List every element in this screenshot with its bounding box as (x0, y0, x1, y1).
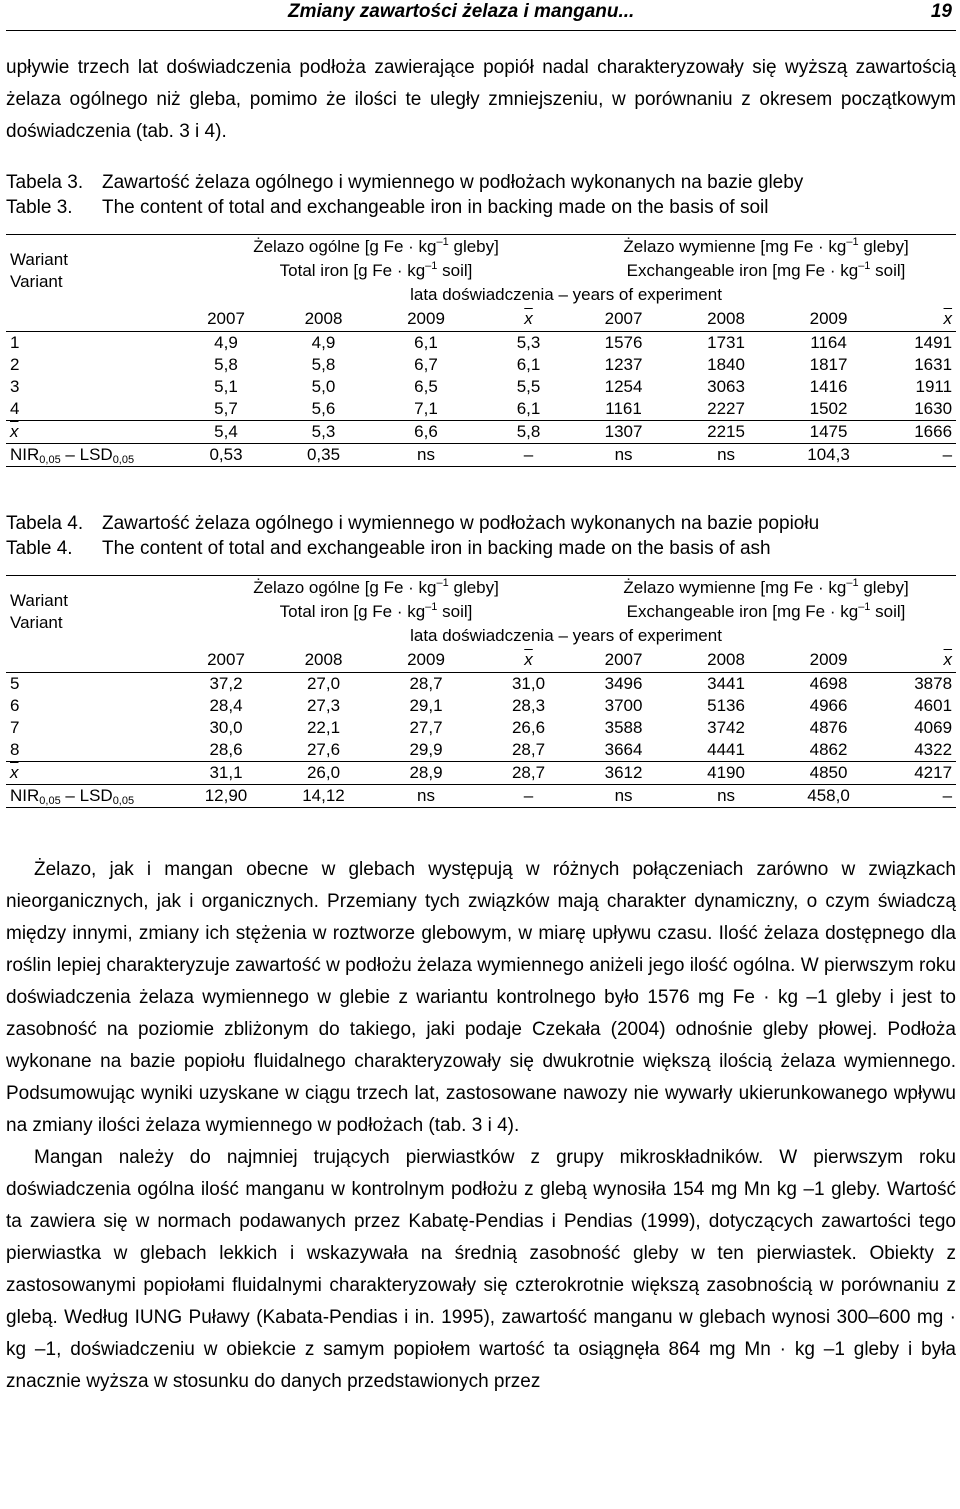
table-cell: 4,9 (176, 332, 276, 355)
table-cell: 28,3 (511, 696, 546, 715)
table-cell: 4850 (781, 762, 876, 785)
body-paragraph-1: Żelazo, jak i mangan obecne w glebach występują w różnych połączeniach zarówno w związkach nieorganicznych, jak i organicznych. Przemiany tych związków mają charakter dynamiczny, o czym świadczą między innymi, zmiany ich stężenia w roztworze glebowym, w miarę upływu czasu. Ilość żelaza dostępnego dla roślin lepiej charakteryzuje zawartość w podłożu żelaza wymiennego aniżeli jego ilość ogólna. W pierwszym roku doświadczenia żelaza wymiennego w glebie z wariantu kontrolnego było 1576 mg Fe · kg –1 gleby i jest to zasobność na poziomie zbliżonym do takiego, jaki podaje Czekała (2004) odnośnie gleby płowej. Podłoża wykonane na bazie popiołu fluidalnego charakteryzowały się dwukrotnie większą ilością żelaza wymiennego. Podsumowując wyniki uzyskane w ciągu trzech lat, zastosowane nawozy nie wywarły ukierunkowanego wpływu na zmiany ilości żelaza wymiennego w podłożach (tab. 3 i 4). (6, 859, 956, 1136)
table-cell: 2215 (671, 421, 781, 444)
table-cell: 6,7 (414, 355, 438, 374)
variant-cell: 8 (10, 740, 20, 759)
table-row (6, 739, 956, 762)
table4-year-row (6, 648, 956, 673)
table-cell: 3063 (707, 377, 745, 396)
variant-cell: 4 (10, 399, 20, 418)
lsd-row-label: $NIR_{0,05} - LSD_{0,05}$ (6, 785, 176, 808)
year-cell: 2009 (809, 309, 848, 328)
table-cell: 28,4 (209, 696, 243, 715)
page-number: 19 (930, 1, 952, 22)
table3-lsd-row (6, 444, 956, 467)
table-cell: 28,7 (371, 673, 481, 696)
year-cell: 2007 (207, 650, 245, 669)
year-cell: 2009 (809, 650, 848, 669)
table-cell: 1576 (576, 332, 671, 355)
table-cell: 3700 (604, 696, 643, 715)
table4-caption-en (6, 536, 956, 561)
table3-label-en: Table 3. (6, 197, 73, 218)
table3-year-row (6, 307, 956, 332)
year-cell: 2008 (707, 309, 745, 328)
variant-label-en: Variant (10, 272, 63, 291)
page (6, 0, 956, 1398)
table-cell: – (876, 785, 956, 808)
table-row (6, 695, 956, 717)
variant-label-pl: Wariant (10, 591, 68, 610)
lsd-row-label: $NIR_{0,05} - LSD_{0,05}$ (6, 444, 176, 467)
table-cell: 5,1 (214, 377, 238, 396)
table3-caption-en-text: The content of total and exchangeable iron in backing made on the basis of soil (102, 197, 769, 218)
table-cell: 5,8 (481, 421, 576, 444)
table-cell: 28,9 (371, 762, 481, 785)
table-cell: 3664 (604, 740, 643, 759)
table-cell: 1502 (809, 399, 848, 418)
variant-label-pl: Wariant (10, 250, 68, 269)
table4 (6, 575, 956, 808)
table4-caption-en-text: The content of total and exchangeable iron in backing made on the basis of ash (102, 538, 771, 559)
table-cell: 1491 (876, 332, 956, 355)
table-cell: 31,0 (481, 673, 576, 696)
table-cell: 1307 (576, 421, 671, 444)
running-title: Zmiany zawartości żelaza i manganu... (288, 1, 635, 22)
table-cell: 37,2 (176, 673, 276, 696)
table-cell: – (481, 444, 576, 467)
variant-cell: 1 (6, 332, 176, 355)
table3-caption-en (6, 195, 956, 220)
table-cell: 6,1 (516, 399, 541, 418)
year-cell: 2007 (207, 309, 245, 328)
table4-label-en: Table 4. (6, 538, 73, 559)
year-cell: 2008 (304, 650, 343, 669)
table-cell: 1630 (914, 399, 953, 418)
table-cell: 1911 (915, 377, 953, 396)
total-iron-header-en: Total iron [g $Fe \cdot kg^{-1}$ soil] (279, 601, 473, 621)
table-cell: 6,1 (516, 355, 541, 374)
table-row (6, 717, 956, 739)
mean-header: $\overline{x}$ (524, 309, 533, 328)
table-cell: 28,7 (511, 740, 546, 759)
table-cell: ns (576, 785, 671, 808)
table3-header-row-1 (6, 235, 956, 260)
exch-iron-header-pl: Żelazo wymienne [mg $Fe \cdot kg^{-1}$ gleby] (576, 576, 956, 601)
table-cell: 1161 (605, 399, 642, 418)
table-cell: 1817 (809, 355, 848, 374)
mean-header: $\overline{x}$ (943, 309, 953, 328)
table-cell: 31,1 (176, 762, 276, 785)
year-cell: 2007 (604, 309, 643, 328)
year-cell: 2008 (707, 650, 745, 669)
table-cell: 1416 (809, 377, 848, 396)
table-cell: 0,53 (176, 444, 276, 467)
table-cell: 5,8 (214, 355, 238, 374)
table-cell: 2227 (707, 399, 745, 418)
table-cell: 5,6 (311, 399, 336, 418)
table-cell: 5,5 (516, 377, 541, 396)
table-cell: 3612 (576, 762, 671, 785)
table-cell: 4441 (707, 740, 745, 759)
table3-variant-header (6, 235, 176, 308)
table-cell: 0,35 (276, 444, 371, 467)
table-cell: 27,6 (306, 740, 341, 759)
table-cell: ns (576, 444, 671, 467)
year-cell: 2009 (407, 309, 445, 328)
table-cell: – (481, 785, 576, 808)
table-cell: ns (371, 444, 481, 467)
table-row (6, 673, 956, 696)
years-header: lata doświadczenia – years of experiment (410, 626, 722, 645)
table-cell: 27,7 (409, 718, 443, 737)
table-cell: 29,1 (409, 696, 443, 715)
table-cell: 4601 (914, 696, 953, 715)
table-cell: 4862 (809, 740, 848, 759)
table4-label-pl: Tabela 4. (6, 513, 84, 534)
mean-header: $\overline{x}$ (524, 650, 533, 669)
table-cell: 1666 (876, 421, 956, 444)
intro-paragraph: upływie trzech lat doświadczenia podłoża zawierające popiół nadal charakteryzowały się wyższą zawartością żelaza ogólnego niż gleba, pomimo że ilości te uległy zmniejszeniu, w porównaniu z okresem początkowym doświadczenia (tab. 3 i 4). (6, 57, 956, 142)
table-cell: 5136 (707, 696, 745, 715)
table-cell: 1631 (914, 355, 953, 374)
table-cell: 27,0 (276, 673, 371, 696)
table-cell: 14,12 (276, 785, 371, 808)
table4-mean-row (6, 762, 956, 785)
table-cell: 5,0 (311, 377, 336, 396)
table-row (6, 376, 956, 398)
variant-label-en: Variant (10, 613, 63, 632)
year-cell: 2007 (604, 650, 643, 669)
table-cell: 3742 (707, 718, 745, 737)
table-cell: 29,9 (409, 740, 443, 759)
running-header (6, 0, 956, 31)
table-cell: 26,6 (511, 718, 546, 737)
table-cell: 4966 (809, 696, 848, 715)
table4-header-row-1 (6, 576, 956, 601)
mean-row-label: $\overline{x}$ (6, 421, 176, 444)
table-cell: 1237 (604, 355, 643, 374)
exch-iron-header-en: Exchangeable iron [mg $Fe \cdot kg^{-1}$ soil] (626, 601, 906, 621)
table3-label-pl: Tabela 3. (6, 172, 84, 193)
table-cell: 458,0 (781, 785, 876, 808)
table4-body (6, 673, 956, 762)
years-header: lata doświadczenia – years of experiment (410, 285, 722, 304)
body-paragraph-2: Mangan należy do najmniej trujących pierwiastków z grupy mikroskładników. W pierwszym roku doświadczenia ogólna ilość manganu w kontrolnym podłożu z glebą wynosiła 154 mg Mn kg –1 gleby. Wartość ta zawiera się w normach podawanych przez Kabatę-Pendias i Pendias (1999), dotyczących zawartości tego pierwiastka w glebach lekkich i wskazywała na średnią zasobność gleby w ten pierwiastek. Obiekty z zastosowanymi popiołami fluidalnymi charakteryzowały się czterokrotnie większą zasobnością w porównaniu z glebą. Według IUNG Puławy (Kabata-Pendias i in. 1995), zawartość manganu w glebach wynosi 300–600 mg · kg –1, doświadczeniu w obiekcie z samym popiołem wartość ta osiągnęła 864 mg Mn · kg –1 gleby i była znacznie wyższa w stosunku do danych przedstawionych przez (6, 1147, 956, 1392)
table-cell: 4069 (914, 718, 953, 737)
table-cell: 4,9 (276, 332, 371, 355)
table-cell: 27,3 (306, 696, 341, 715)
table-cell: 26,0 (276, 762, 371, 785)
table-cell: 4876 (809, 718, 848, 737)
table-cell: 4322 (914, 740, 953, 759)
table3-mean-row (6, 421, 956, 444)
table-row (6, 398, 956, 421)
table-cell: 6,5 (414, 377, 438, 396)
table-cell: 1254 (604, 377, 643, 396)
table-cell: 6,6 (371, 421, 481, 444)
table-cell: 5,3 (481, 332, 576, 355)
table-cell: 5,4 (176, 421, 276, 444)
table3-caption-pl-text: Zawartość żelaza ogólnego i wymiennego w podłożach wykonanych na bazie gleby (102, 172, 804, 193)
table-cell: 12,90 (176, 785, 276, 808)
table-cell: – (876, 444, 956, 467)
table-cell: 3441 (671, 673, 781, 696)
variant-cell: 3 (10, 377, 20, 396)
table-cell: 6,1 (371, 332, 481, 355)
variant-cell: 6 (10, 696, 20, 715)
mean-header: $\overline{x}$ (943, 650, 953, 669)
table-cell: 3496 (576, 673, 671, 696)
total-iron-header-en: Total iron [g $Fe \cdot kg^{-1}$ soil] (279, 260, 473, 280)
table-cell: 30,0 (209, 718, 243, 737)
table-cell: 5,8 (311, 355, 336, 374)
table4-lsd-row (6, 785, 956, 808)
year-cell: 2008 (304, 309, 343, 328)
table-cell: 104,3 (781, 444, 876, 467)
table-cell: 4698 (781, 673, 876, 696)
table4-caption-pl (6, 511, 956, 536)
variant-cell: 5 (6, 673, 176, 696)
variant-cell: 2 (10, 355, 20, 374)
variant-cell: 7 (10, 718, 20, 737)
table-cell: 7,1 (414, 399, 438, 418)
table-row (6, 354, 956, 376)
exch-iron-header-en: Exchangeable iron [mg $Fe \cdot kg^{-1}$ soil] (626, 260, 906, 280)
table-cell: ns (371, 785, 481, 808)
table-cell: 1840 (707, 355, 745, 374)
table4-variant-header (6, 576, 176, 649)
year-cell: 2009 (407, 650, 445, 669)
table-cell: 3588 (604, 718, 643, 737)
table-cell: 22,1 (306, 718, 341, 737)
table-cell: 3878 (876, 673, 956, 696)
total-iron-header-pl: Żelazo ogólne [g $Fe \cdot kg^{-1}$ gleby] (176, 235, 576, 260)
table-cell: 28,7 (481, 762, 576, 785)
mean-row-label: $\overline{x}$ (6, 762, 176, 785)
table-cell: 4190 (671, 762, 781, 785)
table-cell: 1164 (781, 332, 876, 355)
table-cell: ns (671, 785, 781, 808)
table-cell: 1731 (671, 332, 781, 355)
total-iron-header-pl: Żelazo ogólne [g $Fe \cdot kg^{-1}$ gleby] (176, 576, 576, 601)
exch-iron-header-pl: Żelazo wymienne [mg $Fe \cdot kg^{-1}$ gleby] (576, 235, 956, 260)
table3-body (6, 332, 956, 421)
table3-caption-pl (6, 170, 956, 195)
table-cell: 28,6 (209, 740, 243, 759)
table4-caption-pl-text: Zawartość żelaza ogólnego i wymiennego w podłożach wykonanych na bazie popiołu (102, 513, 820, 534)
table-cell: 5,7 (214, 399, 238, 418)
table-cell: ns (671, 444, 781, 467)
table-cell: 1475 (781, 421, 876, 444)
table-cell: 5,3 (276, 421, 371, 444)
table-row (6, 332, 956, 355)
table-cell: 4217 (876, 762, 956, 785)
table3 (6, 234, 956, 467)
